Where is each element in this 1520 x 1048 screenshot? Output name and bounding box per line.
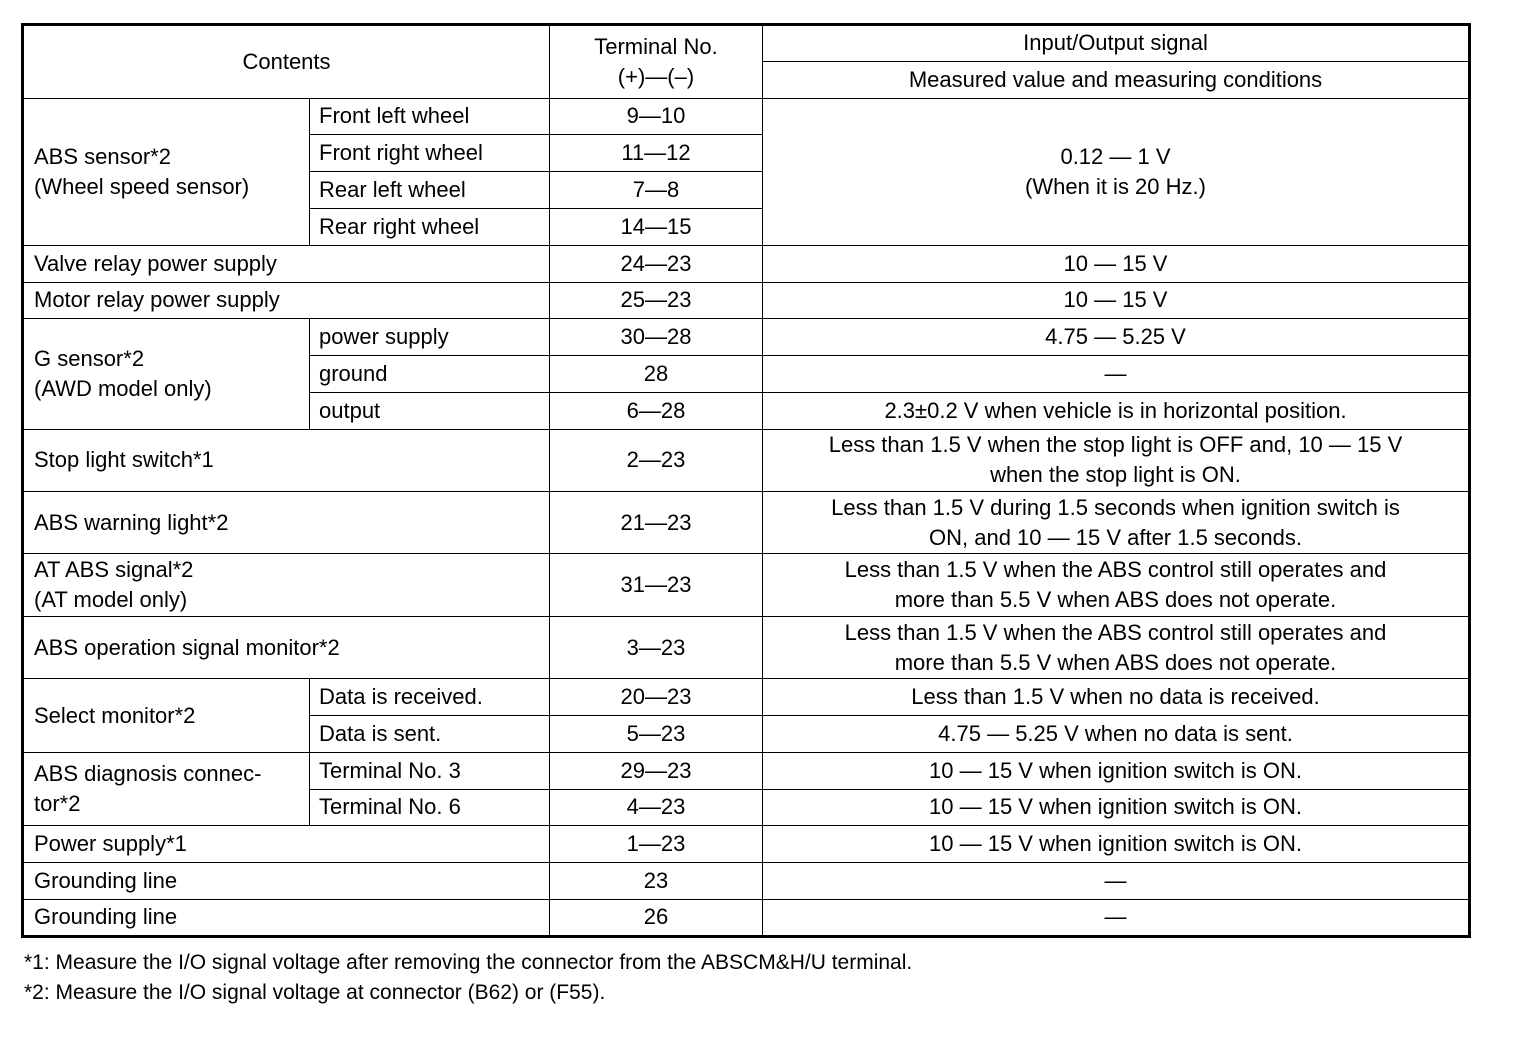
abs-sensor-label-line1: ABS sensor*2 bbox=[34, 143, 171, 169]
abs-sensor-value-line2: (When it is 20 Hz.) bbox=[1025, 173, 1206, 199]
abs-diag-item: Terminal No. 3 bbox=[310, 752, 550, 789]
header-terminal bbox=[550, 25, 763, 99]
at-abs-label bbox=[23, 554, 550, 616]
select-monitor-label: Select monitor*2 bbox=[23, 679, 310, 753]
power-supply-label: Power supply*1 bbox=[23, 826, 550, 863]
value-cell: 10 — 15 V when ignition switch is ON. bbox=[763, 789, 1470, 826]
value-cell: 10 — 15 V when ignition switch is ON. bbox=[763, 752, 1470, 789]
table-row bbox=[23, 492, 1470, 554]
header-signal-sub: Measured value and measuring conditions bbox=[763, 61, 1470, 98]
footnote: *1: Measure the I/O signal voltage after removing the connector from the ABSCM&H/U terminal. bbox=[24, 951, 913, 974]
header-contents: Contents bbox=[23, 25, 550, 99]
terminal-cell: 3—23 bbox=[550, 616, 763, 678]
g-sensor-label-line2: (AWD model only) bbox=[34, 376, 212, 402]
table-row bbox=[23, 429, 1470, 491]
terminal-cell: 30—28 bbox=[550, 319, 763, 356]
value-line: Less than 1.5 V when the ABS control still operates and bbox=[844, 557, 1387, 583]
terminal-cell: 2—23 bbox=[550, 429, 763, 491]
abs-diag-label bbox=[23, 752, 310, 826]
terminal-cell: 20—23 bbox=[550, 679, 763, 716]
abs-sensor-value-line1: 0.12 — 1 V bbox=[1060, 143, 1171, 169]
abs-sensor-item: Front left wheel bbox=[310, 98, 550, 135]
terminal-cell: 4—23 bbox=[550, 789, 763, 826]
at-abs-label-line1: AT ABS signal*2 bbox=[34, 557, 194, 583]
value-cell: 2.3±0.2 V when vehicle is in horizontal position. bbox=[763, 392, 1470, 429]
g-sensor-item: ground bbox=[310, 356, 550, 393]
footnote: *2: Measure the I/O signal voltage at connector (B62) or (F55). bbox=[24, 981, 606, 1004]
terminal-cell: 11—12 bbox=[550, 135, 763, 172]
g-sensor-item: power supply bbox=[310, 319, 550, 356]
table-row bbox=[23, 319, 1470, 356]
value-line: Less than 1.5 V during 1.5 seconds when ignition switch is bbox=[831, 494, 1400, 520]
grounding-label: Grounding line bbox=[23, 863, 550, 900]
value-line: more than 5.5 V when ABS does not operate. bbox=[894, 587, 1337, 613]
abs-sensor-item: Rear right wheel bbox=[310, 208, 550, 245]
header-terminal-line2: (+)—(–) bbox=[617, 63, 695, 89]
value-cell: 4.75 — 5.25 V bbox=[763, 319, 1470, 356]
value-cell bbox=[763, 429, 1470, 491]
motor-relay-label: Motor relay power supply bbox=[23, 282, 550, 319]
terminal-cell: 29—23 bbox=[550, 752, 763, 789]
table-row bbox=[23, 616, 1470, 678]
terminal-cell: 7—8 bbox=[550, 172, 763, 209]
abs-diag-label-line1: ABS diagnosis connec- bbox=[34, 761, 262, 787]
grounding-label: Grounding line bbox=[23, 899, 550, 936]
value-cell: 10 — 15 V bbox=[763, 245, 1470, 282]
terminal-cell: 31—23 bbox=[550, 554, 763, 616]
g-sensor-label-line1: G sensor*2 bbox=[34, 346, 145, 372]
select-monitor-item: Data is received. bbox=[310, 679, 550, 716]
terminal-cell: 6—28 bbox=[550, 392, 763, 429]
table-row bbox=[23, 863, 1470, 900]
value-line: when the stop light is ON. bbox=[990, 462, 1241, 488]
terminal-cell: 9—10 bbox=[550, 98, 763, 135]
terminal-cell: 21—23 bbox=[550, 492, 763, 554]
table-row bbox=[23, 98, 1470, 135]
value-line: Less than 1.5 V when the stop light is OFF and, 10 — 15 V bbox=[828, 432, 1403, 458]
g-sensor-label bbox=[23, 319, 310, 429]
value-cell: 10 — 15 V when ignition switch is ON. bbox=[763, 826, 1470, 863]
terminal-cell: 28 bbox=[550, 356, 763, 393]
terminal-cell: 5—23 bbox=[550, 716, 763, 753]
table-row bbox=[23, 679, 1470, 716]
stop-light-label: Stop light switch*1 bbox=[23, 429, 550, 491]
value-cell bbox=[763, 616, 1470, 678]
g-sensor-item: output bbox=[310, 392, 550, 429]
table-row bbox=[23, 752, 1470, 789]
terminal-cell: 23 bbox=[550, 863, 763, 900]
terminal-cell: 26 bbox=[550, 899, 763, 936]
abs-sensor-label bbox=[23, 98, 310, 245]
value-line: ON, and 10 — 15 V after 1.5 seconds. bbox=[929, 524, 1302, 550]
terminal-cell: 24—23 bbox=[550, 245, 763, 282]
value-line: Less than 1.5 V when the ABS control still operates and bbox=[844, 619, 1387, 645]
value-cell bbox=[763, 492, 1470, 554]
table-row bbox=[23, 899, 1470, 936]
valve-relay-label: Valve relay power supply bbox=[23, 245, 550, 282]
value-cell: 10 — 15 V bbox=[763, 282, 1470, 319]
header-signal: Input/Output signal bbox=[763, 25, 1470, 62]
value-line: more than 5.5 V when ABS does not operate. bbox=[894, 649, 1337, 675]
io-signal-table bbox=[21, 23, 1471, 938]
table-row bbox=[23, 245, 1470, 282]
terminal-cell: 14—15 bbox=[550, 208, 763, 245]
table-row bbox=[23, 282, 1470, 319]
abs-sensor-item: Rear left wheel bbox=[310, 172, 550, 209]
value-cell: — bbox=[763, 356, 1470, 393]
table-row bbox=[23, 554, 1470, 616]
terminal-cell: 25—23 bbox=[550, 282, 763, 319]
abs-operation-label: ABS operation signal monitor*2 bbox=[23, 616, 550, 678]
value-cell: Less than 1.5 V when no data is received. bbox=[763, 679, 1470, 716]
header-terminal-line1: Terminal No. bbox=[594, 33, 718, 59]
select-monitor-item: Data is sent. bbox=[310, 716, 550, 753]
header-row bbox=[23, 25, 1470, 62]
value-cell: — bbox=[763, 863, 1470, 900]
value-cell: — bbox=[763, 899, 1470, 936]
value-cell bbox=[763, 554, 1470, 616]
value-cell: 4.75 — 5.25 V when no data is sent. bbox=[763, 716, 1470, 753]
abs-sensor-item: Front right wheel bbox=[310, 135, 550, 172]
terminal-cell: 1—23 bbox=[550, 826, 763, 863]
footnotes bbox=[24, 948, 912, 1008]
table-row bbox=[23, 826, 1470, 863]
abs-warning-label: ABS warning light*2 bbox=[23, 492, 550, 554]
abs-diag-item: Terminal No. 6 bbox=[310, 789, 550, 826]
at-abs-label-line2: (AT model only) bbox=[34, 587, 188, 613]
abs-sensor-label-line2: (Wheel speed sensor) bbox=[34, 173, 250, 199]
abs-diag-label-line2: tor*2 bbox=[34, 791, 81, 817]
abs-sensor-value bbox=[763, 98, 1470, 245]
